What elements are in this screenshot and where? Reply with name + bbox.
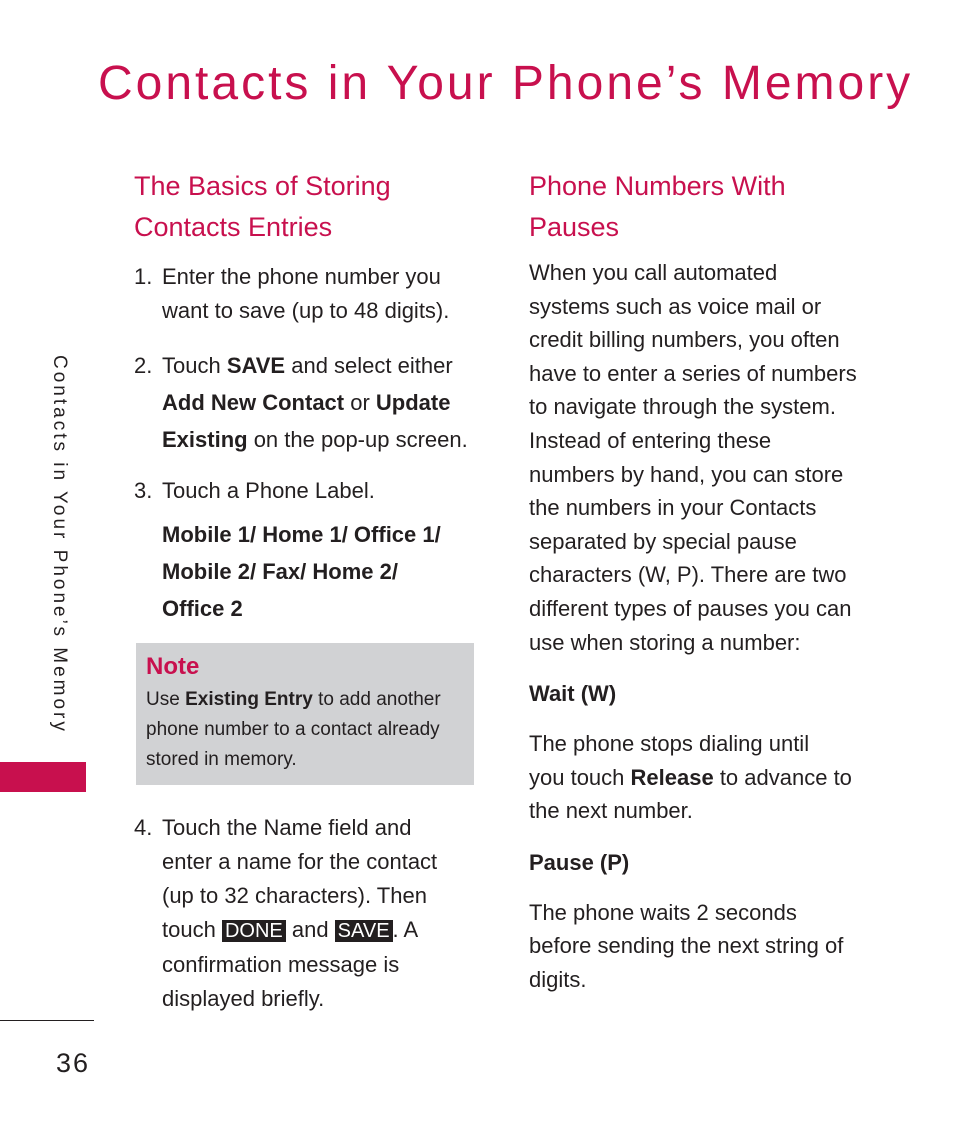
paragraph-text: you touch <box>529 764 631 790</box>
note-text: phone number to a contact already <box>146 719 440 740</box>
paragraph-line: the next number. <box>529 798 693 824</box>
step-text: Touch <box>162 353 227 378</box>
paragraph-line: different types of pauses you can <box>529 595 852 621</box>
note-title: Note <box>146 653 200 680</box>
step-text: and <box>285 917 335 942</box>
step-2 <box>134 347 484 458</box>
step-text: displayed briefly. <box>162 986 325 1011</box>
side-running-title: Contacts in Your Phone’s Memory <box>49 355 70 734</box>
paragraph-line: digits. <box>529 966 587 992</box>
intro-paragraph <box>529 256 879 659</box>
step-text: . A <box>392 917 419 942</box>
add-new-contact-keyword: Add New Contact <box>162 390 345 415</box>
pause-paragraph <box>529 896 879 997</box>
heading-line: Pauses <box>529 212 620 242</box>
paragraph-line: credit billing numbers, you often <box>529 327 840 353</box>
section-tab-marker <box>0 762 86 792</box>
step-text: Touch a Phone Label. <box>162 478 375 503</box>
step-text: touch <box>162 917 222 942</box>
footer-divider <box>0 1020 94 1021</box>
phone-label-line: Mobile 2/ Fax/ Home 2/ <box>162 559 398 584</box>
wait-paragraph <box>529 727 879 828</box>
left-column <box>134 166 484 1016</box>
phone-label-line: Office 2 <box>162 596 243 621</box>
phone-label-list <box>134 516 484 627</box>
paragraph-line: the numbers in your Contacts <box>529 495 817 521</box>
paragraph-line: When you call automated <box>529 260 778 285</box>
paragraph-line: have to enter a series of numbers <box>529 360 857 386</box>
phone-label-line: Mobile 1/ Home 1/ Office 1/ <box>162 522 441 547</box>
note-box <box>136 643 474 785</box>
step-text: want to save (up to 48 digits). <box>162 298 450 323</box>
step-number: 1. <box>134 264 153 289</box>
paragraph-line: The phone stops dialing until <box>529 731 810 757</box>
paragraph-line: to navigate through the system. <box>529 394 836 420</box>
paragraph-text: to advance to <box>713 764 852 790</box>
step-text: and select either <box>285 353 453 378</box>
pause-heading: Pause (P) <box>529 849 630 875</box>
step-number: 4. <box>134 815 153 840</box>
step-text: (up to 32 characters). Then <box>162 883 427 908</box>
paragraph-line: separated by special pause <box>529 528 797 554</box>
paragraph-line: characters (W, P). There are two <box>529 562 847 588</box>
paragraph-line: use when storing a number: <box>529 629 801 655</box>
heading-line: Phone Numbers With <box>529 171 786 201</box>
step-text: Enter the phone number you <box>162 264 441 289</box>
note-text: stored in memory. <box>146 749 297 770</box>
page-title: Contacts in Your Phone’s Memory <box>98 57 914 110</box>
step-number: 3. <box>134 478 153 503</box>
paragraph-line: numbers by hand, you can store <box>529 461 844 487</box>
paragraph-line: before sending the next string of <box>529 933 844 959</box>
note-text: to add another <box>312 689 441 710</box>
existing-entry-keyword: Existing Entry <box>185 689 313 710</box>
section-heading-basics <box>134 166 484 248</box>
existing-keyword: Existing <box>162 427 248 452</box>
step-text: Touch the Name field and <box>162 815 412 840</box>
page-number: 36 <box>56 1048 91 1078</box>
step-3 <box>134 474 484 508</box>
step-4 <box>134 811 484 1016</box>
step-text: confirmation message is <box>162 952 400 977</box>
done-button-graphic: DONE <box>222 920 286 942</box>
wait-heading: Wait (W) <box>529 681 617 707</box>
right-column <box>529 166 879 996</box>
section-heading-pauses <box>529 166 879 248</box>
step-text: on the pop-up screen. <box>247 427 468 452</box>
save-button-graphic: SAVE <box>335 920 393 942</box>
step-1 <box>134 260 484 328</box>
save-keyword: SAVE <box>226 353 286 378</box>
paragraph-line: systems such as voice mail or <box>529 293 822 319</box>
note-text: Use <box>146 689 186 710</box>
heading-line: The Basics of Storing <box>134 171 391 201</box>
step-text: or <box>344 390 376 415</box>
heading-line: Contacts Entries <box>134 212 333 242</box>
step-text: enter a name for the contact <box>162 849 438 874</box>
step-number: 2. <box>134 353 153 378</box>
update-keyword: Update <box>375 390 451 415</box>
release-keyword: Release <box>630 764 714 790</box>
paragraph-line: The phone waits 2 seconds <box>529 899 797 925</box>
paragraph-line: Instead of entering these <box>529 427 772 453</box>
